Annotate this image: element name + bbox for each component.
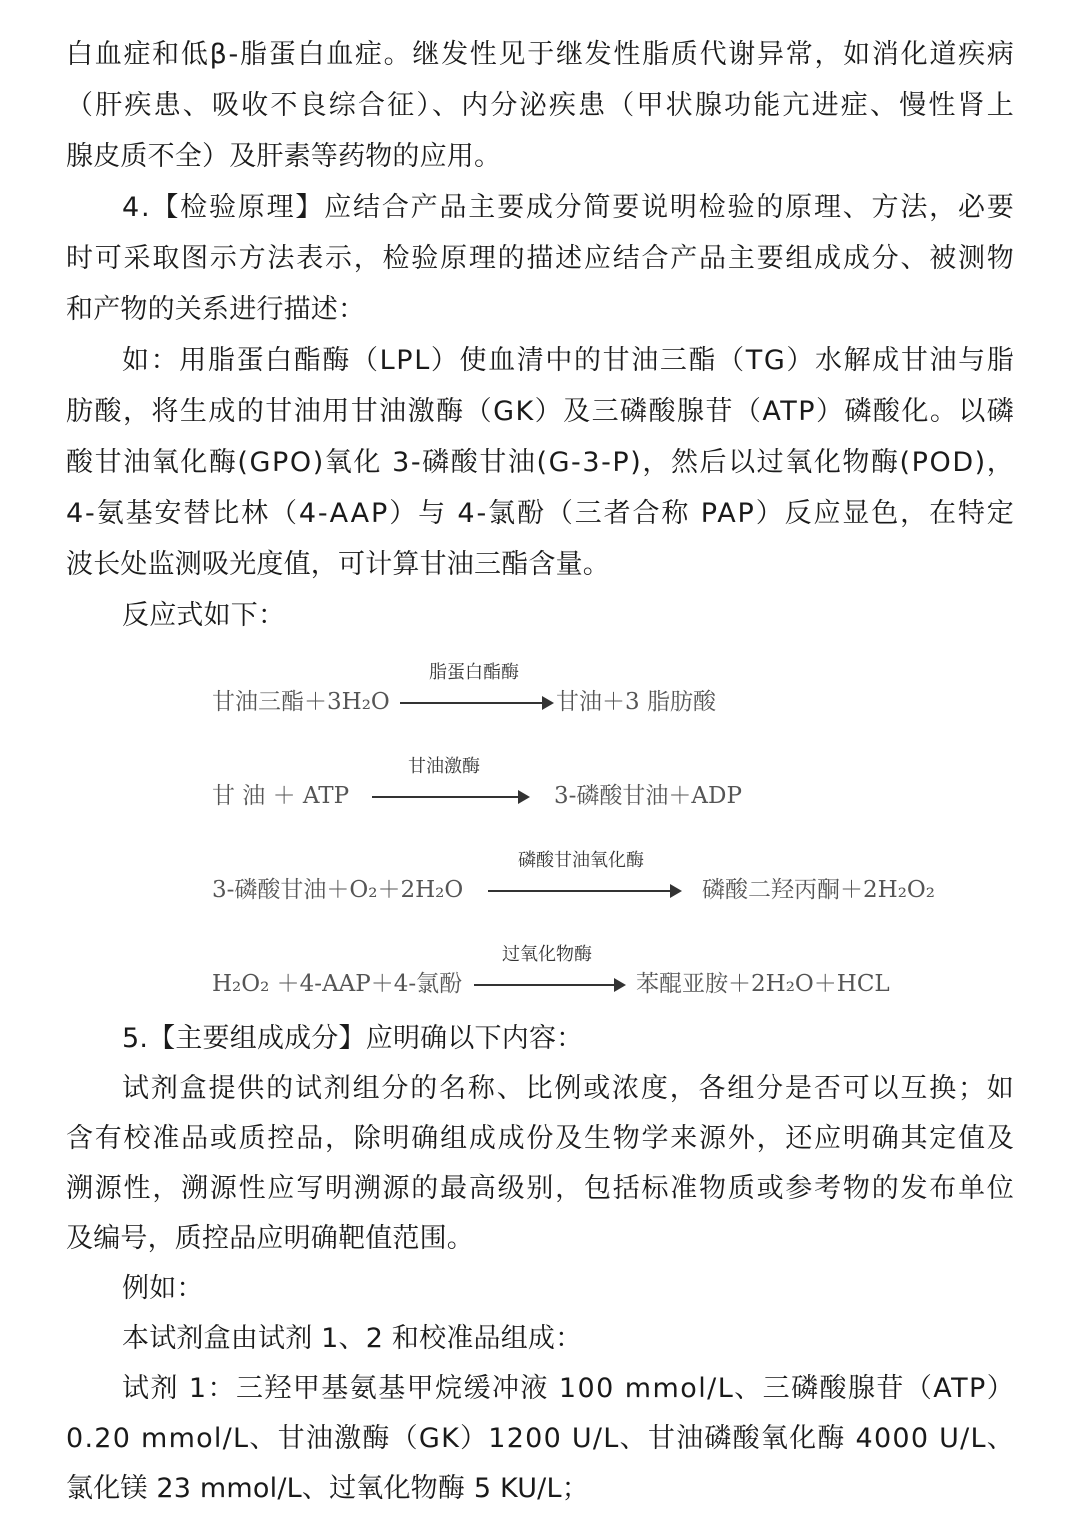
text-line: 溯源性，溯源性应写明溯源的最高级别，包括标准物质或参考物的发布单位 bbox=[66, 1173, 1016, 1204]
reaction-products: 苯醌亚胺＋2H₂O＋HCL bbox=[636, 971, 890, 997]
text-line: 酸甘油氧化酶(GPO)氧化 3-磷酸甘油(G-3-P)，然后以过氧化物酶(POD)， bbox=[66, 447, 1016, 478]
reaction-equation-4 bbox=[212, 944, 1080, 1004]
text-line: 腺皮质不全）及肝素等药物的应用。 bbox=[66, 141, 502, 172]
text-line: 白血症和低β-脂蛋白血症。继发性见于继发性脂质代谢异常，如消化道疾病 bbox=[66, 39, 1016, 70]
reaction-arrow-icon bbox=[488, 890, 680, 892]
text-line: 及编号，质控品应明确靶值范围。 bbox=[66, 1223, 474, 1254]
section-heading-components: 5.【主要组成成分】应明确以下内容： bbox=[122, 1023, 584, 1054]
text-line: 本试剂盒由试剂 1、2 和校准品组成： bbox=[122, 1323, 583, 1354]
text-line: 波长处监测吸光度值，可计算甘油三酯含量。 bbox=[66, 549, 610, 580]
reaction-reactants: H₂O₂ ＋4-AAP＋4-氯酚 bbox=[212, 971, 463, 997]
text-line: 例如： bbox=[122, 1273, 204, 1304]
text-line: 如：用脂蛋白酯酶（LPL）使血清中的甘油三酯（TG）水解成甘油与脂 bbox=[122, 345, 1016, 376]
reaction-products: 磷酸二羟丙酮＋2H₂O₂ bbox=[702, 877, 935, 903]
text-line: 试剂 1：三羟甲基氨基甲烷缓冲液 100 mmol/L、三磷酸腺苷（ATP） bbox=[122, 1373, 1016, 1404]
reaction-equation-3 bbox=[212, 850, 1080, 910]
text-line: 和产物的关系进行描述： bbox=[66, 294, 366, 325]
reaction-products: 3-磷酸甘油＋ADP bbox=[554, 783, 742, 809]
text-line: 氯化镁 23 mmol/L、过氧化物酶 5 KU/L； bbox=[66, 1473, 589, 1504]
text-line: 肪酸，将生成的甘油用甘油激酶（GK）及三磷酸腺苷（ATP）磷酸化。以磷 bbox=[66, 396, 1016, 427]
reaction-enzyme: 脂蛋白酯酶 bbox=[429, 662, 519, 683]
reaction-reactants: 甘 油 ＋ ATP bbox=[212, 783, 350, 809]
section-heading-principle: 4.【检验原理】应结合产品主要成分简要说明检验的原理、方法，必要 bbox=[122, 192, 1016, 223]
reaction-enzyme: 过氧化物酶 bbox=[502, 944, 592, 965]
text-line: （肝疾患、吸收不良综合征）、内分泌疾患（甲状腺功能亢进症、慢性肾上 bbox=[66, 90, 1016, 121]
text-line: 0.20 mmol/L、甘油激酶（GK）1200 U/L、甘油磷酸氧化酶 4000 U/L、 bbox=[66, 1423, 1016, 1454]
text-line: 试剂盒提供的试剂组分的名称、比例或浓度，各组分是否可以互换；如 bbox=[122, 1073, 1016, 1104]
reaction-enzyme: 甘油激酶 bbox=[408, 756, 480, 777]
reaction-arrow-icon bbox=[400, 702, 552, 704]
reaction-arrow-icon bbox=[474, 984, 624, 986]
text-line: 时可采取图示方法表示，检验原理的描述应结合产品主要组成成分、被测物 bbox=[66, 243, 1016, 274]
reaction-equation-1 bbox=[212, 662, 1080, 722]
reaction-enzyme: 磷酸甘油氧化酶 bbox=[518, 850, 644, 871]
reaction-equation-2 bbox=[212, 756, 1080, 816]
text-line: 4-氨基安替比林（4-AAP）与 4-氯酚（三者合称 PAP）反应显色，在特定 bbox=[66, 498, 1016, 529]
text-line: 反应式如下： bbox=[122, 600, 286, 631]
text-line: 含有校准品或质控品，除明确组成成份及生物学来源外，还应明确其定值及 bbox=[66, 1123, 1016, 1154]
reaction-products: 甘油＋3 脂肪酸 bbox=[556, 689, 716, 715]
reaction-reactants: 3-磷酸甘油＋O₂＋2H₂O bbox=[212, 877, 464, 903]
reaction-reactants: 甘油三酯＋3H₂O bbox=[212, 689, 390, 715]
reaction-arrow-icon bbox=[372, 796, 528, 798]
